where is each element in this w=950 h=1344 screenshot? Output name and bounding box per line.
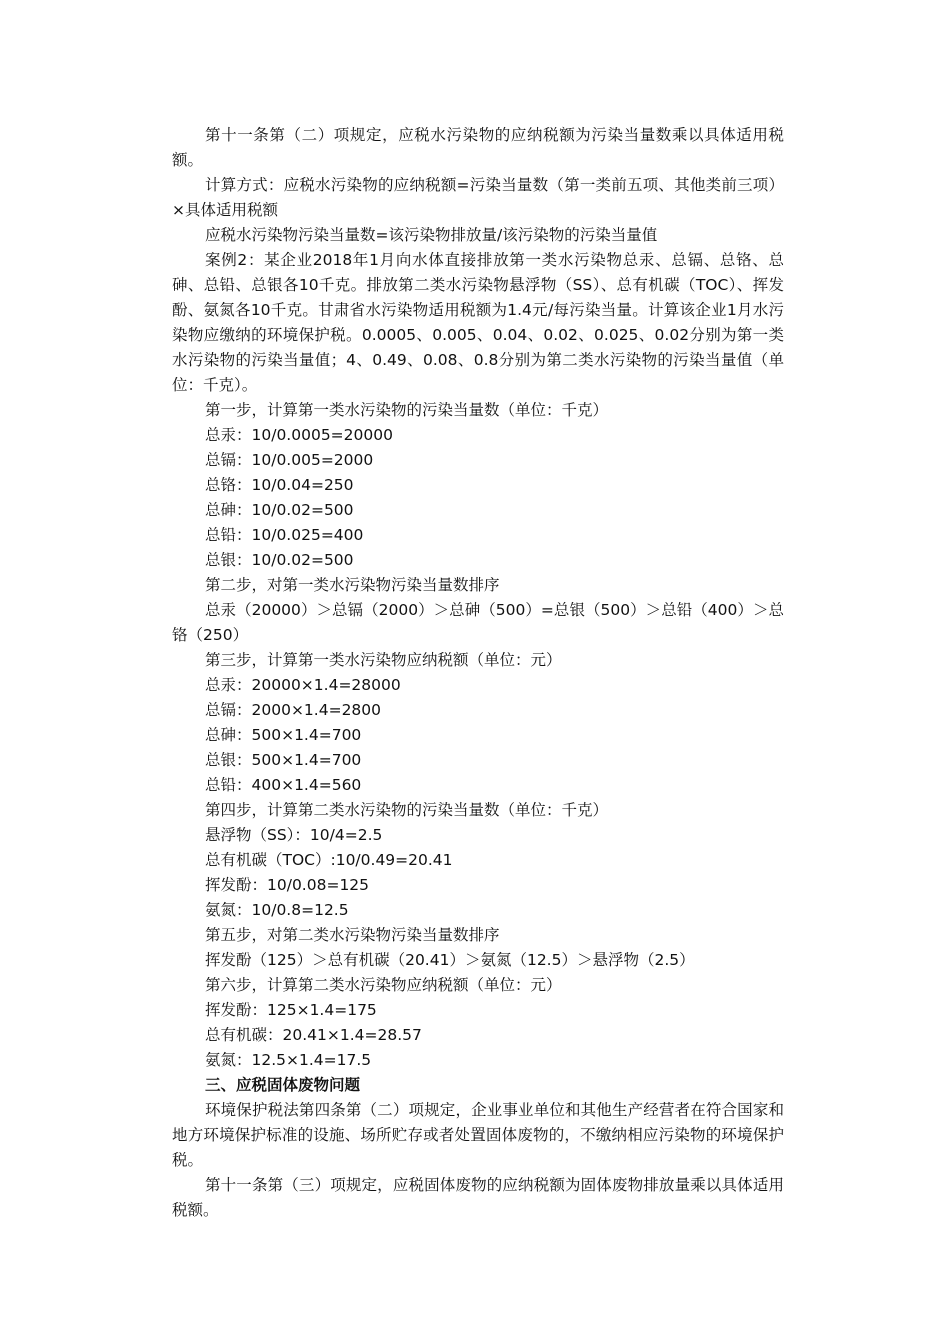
text-line: 总铬：10/0.04=250 <box>205 476 354 494</box>
section-heading: 三、应税固体废物问题 <box>205 1076 361 1094</box>
text-line: 第六步，计算第二类水污染物应纳税额（单位：元） <box>205 976 562 994</box>
text-line: 总铅：10/0.025=400 <box>205 526 364 544</box>
text-line: 总银：500×1.4=700 <box>205 751 362 769</box>
text-line: 总银：10/0.02=500 <box>205 551 354 569</box>
text-line: 氨氮：12.5×1.4=17.5 <box>205 1051 372 1069</box>
text-line: 悬浮物（SS）：10/4=2.5 <box>205 826 383 844</box>
text-line: 第四步，计算第二类水污染物的污染当量数（单位：千克） <box>205 801 609 819</box>
text-line: 总镉：2000×1.4=2800 <box>205 701 382 719</box>
document-page <box>172 123 784 1223</box>
text-line: 总有机碳（TOC）:10/0.49=20.41 <box>205 851 453 869</box>
text-line: 氨氮：10/0.8=12.5 <box>205 901 349 919</box>
text-line: 总铅：400×1.4=560 <box>205 776 362 794</box>
paragraph: 案例2：某企业2018年1月向水体直接排放第一类水污染物总汞、总镉、总铬、总砷、总铅、总银各10千克。排放第二类水污染物悬浮物（SS）、总有机碳（TOC）、挥发酚、氨氮各10千克。甘肃省水污染物适用税额为1.4元/每污染当量。计算该企业1月水污染物应缴纳的环境保护税。0.0005、0.005、0.04、0.02、0.025、0.02分别为第一类水污染物的污染当量值；4、0.49、0.08、0.8分别为第二类水污染物的污染当量值（单位：千克）。 <box>172 251 784 394</box>
text-line: 第三步，计算第一类水污染物应纳税额（单位：元） <box>205 651 562 669</box>
text-line: 挥发酚（125）＞总有机碳（20.41）＞氨氮（12.5）＞悬浮物（2.5） <box>205 951 695 969</box>
text-line: 总有机碳：20.41×1.4=28.57 <box>205 1026 422 1044</box>
paragraph: 第十一条第（三）项规定，应税固体废物的应纳税额为固体废物排放量乘以具体适用税额。 <box>172 1176 784 1219</box>
paragraph: 总汞（20000）＞总镉（2000）＞总砷（500）=总银（500）＞总铅（400）＞总铬（250） <box>172 601 784 644</box>
paragraph: 应税水污染物污染当量数=该污染物排放量/该污染物的污染当量值 <box>205 226 658 244</box>
text-line: 总汞：10/0.0005=20000 <box>205 426 393 444</box>
text-line: 挥发酚：125×1.4=175 <box>205 1001 377 1019</box>
text-line: 总镉：10/0.005=2000 <box>205 451 374 469</box>
paragraph: 计算方式：应税水污染物的应纳税额=污染当量数（第一类前五项、其他类前三项）×具体适用税额 <box>172 176 784 219</box>
text-line: 第二步，对第一类水污染物污染当量数排序 <box>205 576 500 594</box>
text-line: 第一步，计算第一类水污染物的污染当量数（单位：千克） <box>205 401 609 419</box>
text-line: 总汞：20000×1.4=28000 <box>205 676 401 694</box>
text-line: 总砷：500×1.4=700 <box>205 726 362 744</box>
text-line: 挥发酚：10/0.08=125 <box>205 876 370 894</box>
paragraph: 环境保护税法第四条第（二）项规定，企业事业单位和其他生产经营者在符合国家和地方环境保护标准的设施、场所贮存或者处置固体废物的，不缴纳相应污染物的环境保护税。 <box>172 1101 784 1169</box>
text-line: 总砷：10/0.02=500 <box>205 501 354 519</box>
text-line: 第五步，对第二类水污染物污染当量数排序 <box>205 926 500 944</box>
paragraph: 第十一条第（二）项规定，应税水污染物的应纳税额为污染当量数乘以具体适用税额。 <box>172 126 784 169</box>
